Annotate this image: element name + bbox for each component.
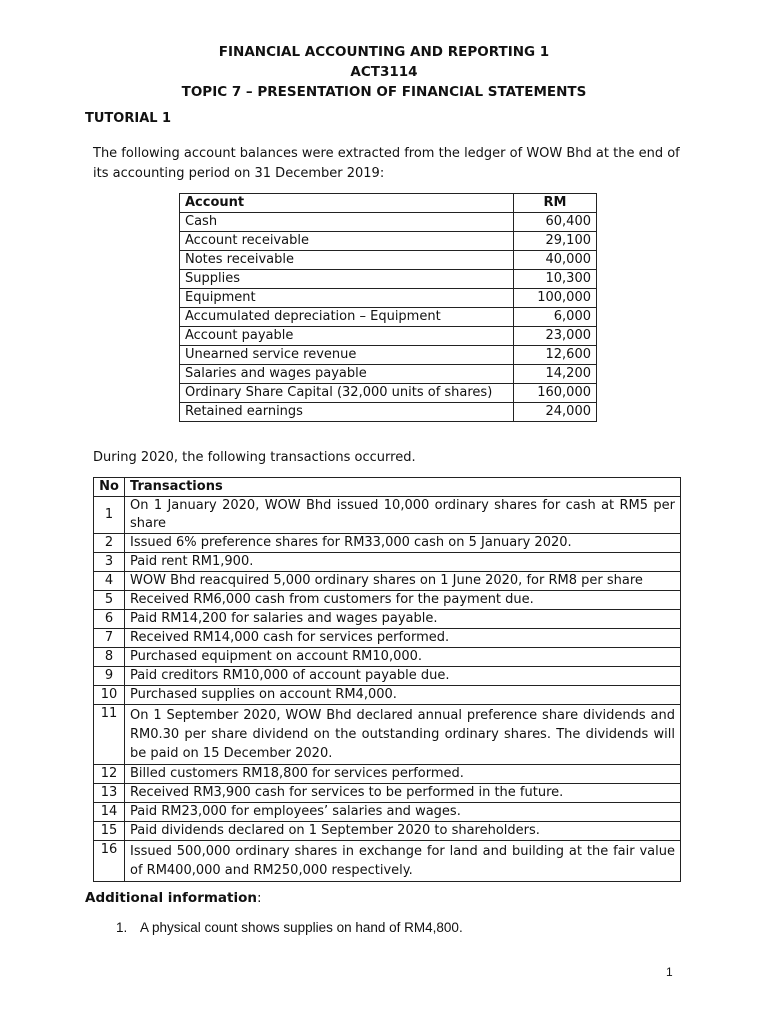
transaction-text-cell: Billed customers RM18,800 for services performed.: [125, 765, 681, 784]
transaction-row: [94, 705, 681, 765]
transaction-row: [94, 667, 681, 686]
balance-amount-cell: 100,000: [514, 289, 597, 308]
transaction-number-cell: 3: [94, 553, 125, 572]
transaction-row: [94, 686, 681, 705]
balance-account-cell: Retained earnings: [180, 403, 514, 422]
transaction-number-cell: 9: [94, 667, 125, 686]
balance-account-cell: Equipment: [180, 289, 514, 308]
balance-amount-cell: 40,000: [514, 251, 597, 270]
balance-account-cell: Salaries and wages payable: [180, 365, 514, 384]
transaction-row: [94, 803, 681, 822]
transaction-number-cell: 5: [94, 591, 125, 610]
transactions-table: [93, 477, 681, 882]
transaction-row: [94, 822, 681, 841]
transactions-column-header: Transactions: [125, 478, 681, 497]
transaction-text-cell: Paid rent RM1,900.: [125, 553, 681, 572]
balance-account-cell: Supplies: [180, 270, 514, 289]
transaction-row: [94, 553, 681, 572]
balance-amount-cell: 60,400: [514, 213, 597, 232]
transaction-number-cell: 6: [94, 610, 125, 629]
transaction-text-cell: On 1 September 2020, WOW Bhd declared annual preference share dividends and RM0.30 per share dividend on the outstanding ordinary shares. The dividends will be paid on 15 December 2020.: [125, 705, 681, 765]
transaction-text-cell: Purchased supplies on account RM4,000.: [125, 686, 681, 705]
balance-amount-cell: 160,000: [514, 384, 597, 403]
transaction-row: [94, 765, 681, 784]
transaction-text-cell: Paid RM14,200 for salaries and wages payable.: [125, 610, 681, 629]
balance-row: [180, 384, 597, 403]
additional-info-colon: :: [257, 890, 262, 906]
transaction-row: [94, 591, 681, 610]
transaction-number-cell: 8: [94, 648, 125, 667]
transaction-number-cell: 15: [94, 822, 125, 841]
transaction-text-cell: Issued 6% preference shares for RM33,000 cash on 5 January 2020.: [125, 534, 681, 553]
course-code: ACT3114: [350, 64, 418, 80]
transaction-number-cell: 10: [94, 686, 125, 705]
balance-row: [180, 289, 597, 308]
page-number: 1: [666, 965, 673, 979]
transaction-text-cell: Issued 500,000 ordinary shares in exchange for land and building at the fair value of RM400,000 and RM250,000 respectively.: [125, 841, 681, 882]
transaction-text-cell: Received RM3,900 cash for services to be performed in the future.: [125, 784, 681, 803]
transaction-text-cell: WOW Bhd reacquired 5,000 ordinary shares on 1 June 2020, for RM8 per share: [125, 572, 681, 591]
transaction-row: [94, 534, 681, 553]
tutorial-label: TUTORIAL 1: [85, 111, 172, 126]
additional-info-label: Additional information: [85, 890, 257, 906]
transaction-text-cell: Received RM14,000 cash for services performed.: [125, 629, 681, 648]
transaction-number-cell: 14: [94, 803, 125, 822]
balances-header-row: [180, 194, 597, 213]
balance-amount-cell: 24,000: [514, 403, 597, 422]
transaction-text-cell: Received RM6,000 cash from customers for the payment due.: [125, 591, 681, 610]
transaction-text-cell: Paid dividends declared on 1 September 2020 to shareholders.: [125, 822, 681, 841]
balance-row: [180, 232, 597, 251]
transaction-row: [94, 784, 681, 803]
balance-amount-cell: 12,600: [514, 346, 597, 365]
balance-amount-cell: 10,300: [514, 270, 597, 289]
balance-row: [180, 308, 597, 327]
transactions-header-row: [94, 478, 681, 497]
transaction-number-cell: 4: [94, 572, 125, 591]
transaction-row: [94, 610, 681, 629]
transactions-body: [94, 497, 681, 882]
account-column-header: Account: [180, 194, 514, 213]
balances-body: [180, 213, 597, 422]
balance-amount-cell: 23,000: [514, 327, 597, 346]
transaction-row: [94, 572, 681, 591]
additional-info-heading: [85, 890, 262, 906]
transaction-number-cell: 12: [94, 765, 125, 784]
balance-row: [180, 270, 597, 289]
transaction-row: [94, 497, 681, 534]
balance-account-cell: Notes receivable: [180, 251, 514, 270]
balance-account-cell: Ordinary Share Capital (32,000 units of shares): [180, 384, 514, 403]
balance-amount-cell: 6,000: [514, 308, 597, 327]
additional-info-item: [116, 920, 463, 935]
balance-account-cell: Account payable: [180, 327, 514, 346]
balance-row: [180, 403, 597, 422]
topic-title: TOPIC 7 – PRESENTATION OF FINANCIAL STATEMENTS: [181, 84, 587, 100]
balance-account-cell: Account receivable: [180, 232, 514, 251]
balance-row: [180, 365, 597, 384]
transaction-text-cell: Paid creditors RM10,000 of account payable due.: [125, 667, 681, 686]
document-header: [0, 42, 768, 102]
balance-account-cell: Accumulated depreciation – Equipment: [180, 308, 514, 327]
transaction-number-cell: 7: [94, 629, 125, 648]
balance-account-cell: Unearned service revenue: [180, 346, 514, 365]
course-title: FINANCIAL ACCOUNTING AND REPORTING 1: [218, 44, 550, 60]
no-column-header: No: [94, 478, 125, 497]
during-paragraph: During 2020, the following transactions occurred.: [93, 450, 416, 465]
balance-row: [180, 251, 597, 270]
balance-account-cell: Cash: [180, 213, 514, 232]
balance-amount-cell: 14,200: [514, 365, 597, 384]
transaction-number-cell: 2: [94, 534, 125, 553]
balance-row: [180, 327, 597, 346]
transaction-number-cell: 1: [94, 497, 125, 534]
transaction-text-cell: Paid RM23,000 for employees’ salaries and wages.: [125, 803, 681, 822]
transaction-text-cell: On 1 January 2020, WOW Bhd issued 10,000 ordinary shares for cash at RM5 per share: [125, 497, 681, 534]
item-text: A physical count shows supplies on hand of RM4,800.: [140, 920, 463, 935]
transaction-number-cell: 13: [94, 784, 125, 803]
transaction-row: [94, 629, 681, 648]
balance-row: [180, 213, 597, 232]
transaction-row: [94, 648, 681, 667]
balance-row: [180, 346, 597, 365]
rm-column-header: RM: [514, 194, 597, 213]
balance-amount-cell: 29,100: [514, 232, 597, 251]
transaction-text-cell: Purchased equipment on account RM10,000.: [125, 648, 681, 667]
transaction-number-cell: 11: [94, 705, 125, 765]
transaction-number-cell: 16: [94, 841, 125, 882]
transaction-row: [94, 841, 681, 882]
item-number: 1.: [116, 920, 128, 935]
account-balances-table: [179, 193, 597, 422]
intro-paragraph: The following account balances were extracted from the ledger of WOW Bhd at the end of its accounting period on 31 December 2019:: [93, 146, 680, 181]
